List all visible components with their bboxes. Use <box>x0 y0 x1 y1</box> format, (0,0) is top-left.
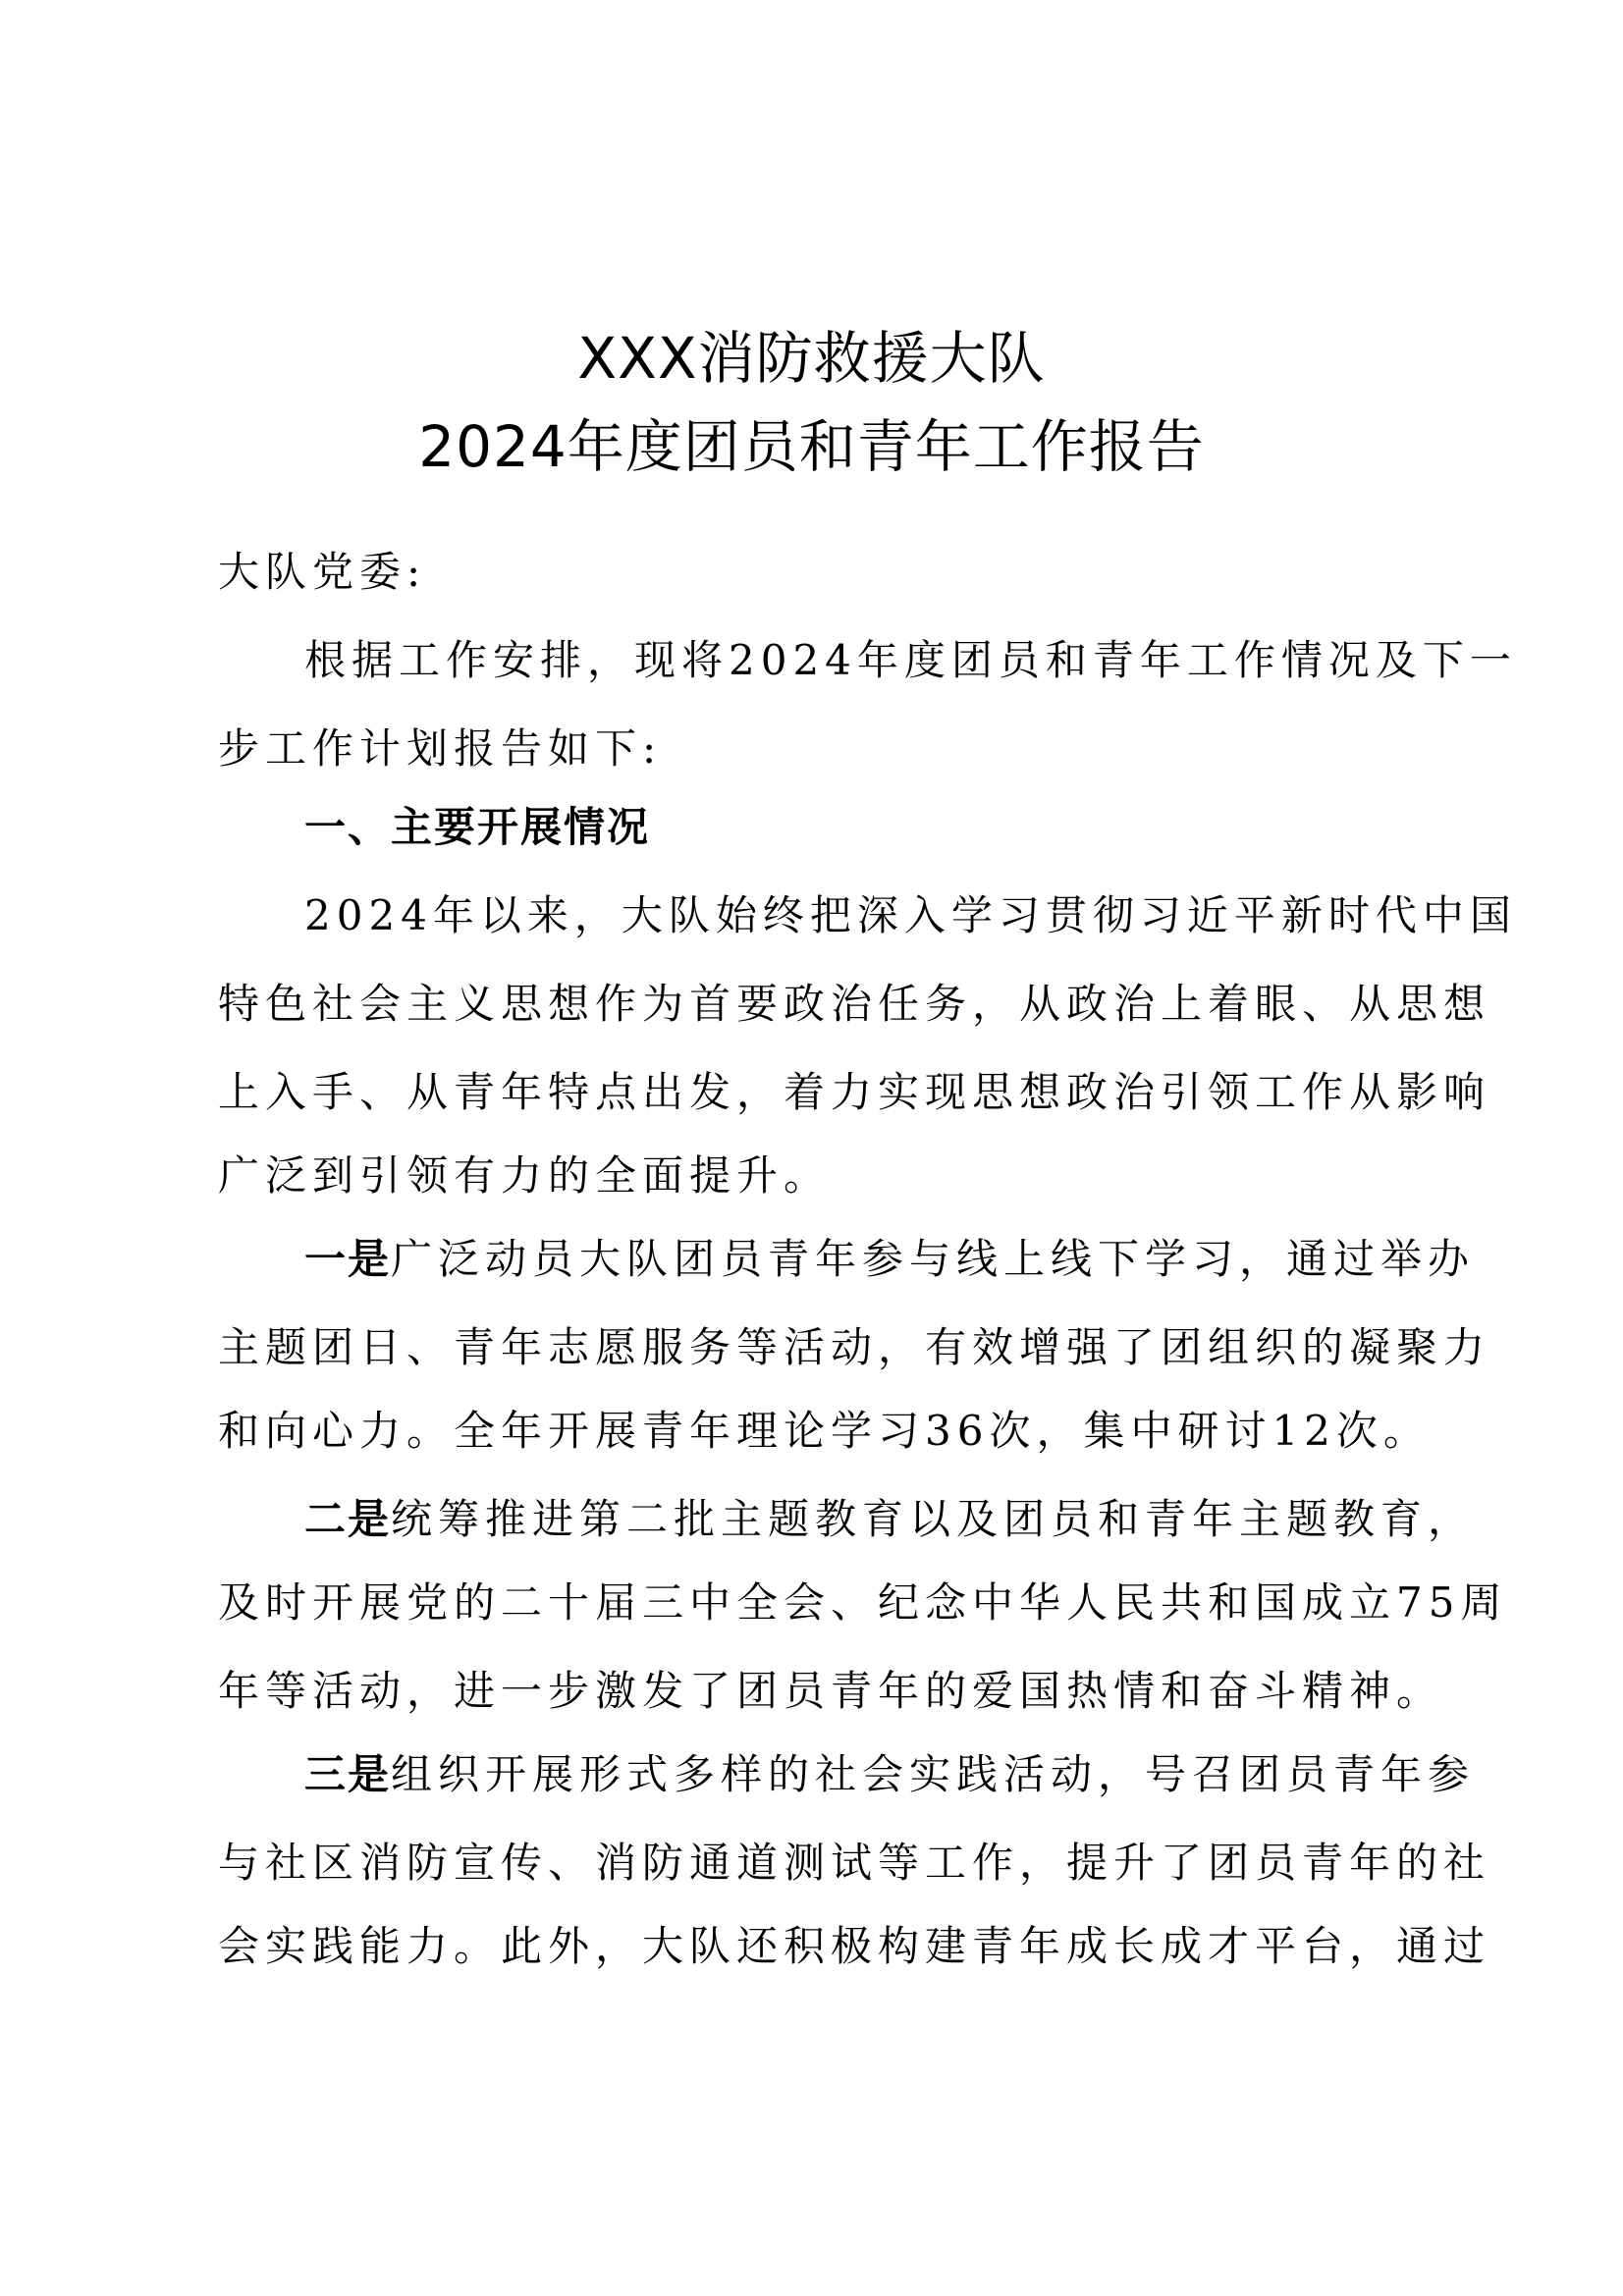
salutation: 大队党委: <box>218 548 427 596</box>
title-line-2: 2024年度团员和青年工作报告 <box>418 413 1205 480</box>
item3-line-2: 与社区消防宣传、消防通道测试等工作，提升了团员青年的社 <box>218 1839 1491 1887</box>
item2-line-2: 及时开展党的二十届三中全会、纪念中华人民共和国成立75周 <box>218 1578 1508 1627</box>
item3-label: 三是 <box>304 1750 392 1798</box>
para1-line-4: 广泛到引领有力的全面提升。 <box>218 1151 832 1200</box>
para1-line-1: 2024年以来，大队始终把深入学习贯彻习近平新时代中国 <box>304 891 1517 939</box>
item1-text: 广泛动员大队团员青年参与线上线下学习，通过举办 <box>391 1235 1476 1283</box>
item2-line-3: 年等活动，进一步激发了团员青年的爱国热情和奋斗精神。 <box>218 1667 1444 1715</box>
title-line-1: XXX消防救援大队 <box>577 325 1046 392</box>
item3-line-3: 会实践能力。此外，大队还积极构建青年成长成才平台，通过 <box>218 1922 1491 1970</box>
para1-line-3: 上入手、从青年特点出发，着力实现思想政治引领工作从影响 <box>218 1068 1491 1116</box>
section-heading-1: 一、主要开展情况 <box>304 803 651 851</box>
item1-label: 一是 <box>304 1235 392 1283</box>
item2-text: 统筹推进第二批主题教育以及团员和青年主题教育， <box>391 1495 1476 1543</box>
item2-label: 二是 <box>304 1495 392 1543</box>
item3-text: 组织开展形式多样的社会实践活动，号召团员青年参 <box>391 1750 1476 1798</box>
item2-line-1 <box>304 1492 1476 1547</box>
intro-line-1: 根据工作安排，现将2024年度团员和青年工作情况及下一 <box>304 636 1517 684</box>
item1-line-2: 主题团日、青年志愿服务等活动，有效增强了团组织的凝聚力 <box>218 1323 1491 1371</box>
item3-line-1 <box>304 1747 1476 1802</box>
item1-line-3: 和向心力。全年开展青年理论学习36次，集中研讨12次。 <box>218 1407 1431 1455</box>
item1-line-1 <box>304 1232 1476 1287</box>
para1-line-2: 特色社会主义思想作为首要政治任务，从政治上着眼、从思想 <box>218 980 1491 1028</box>
intro-line-2: 步工作计划报告如下: <box>218 724 663 773</box>
